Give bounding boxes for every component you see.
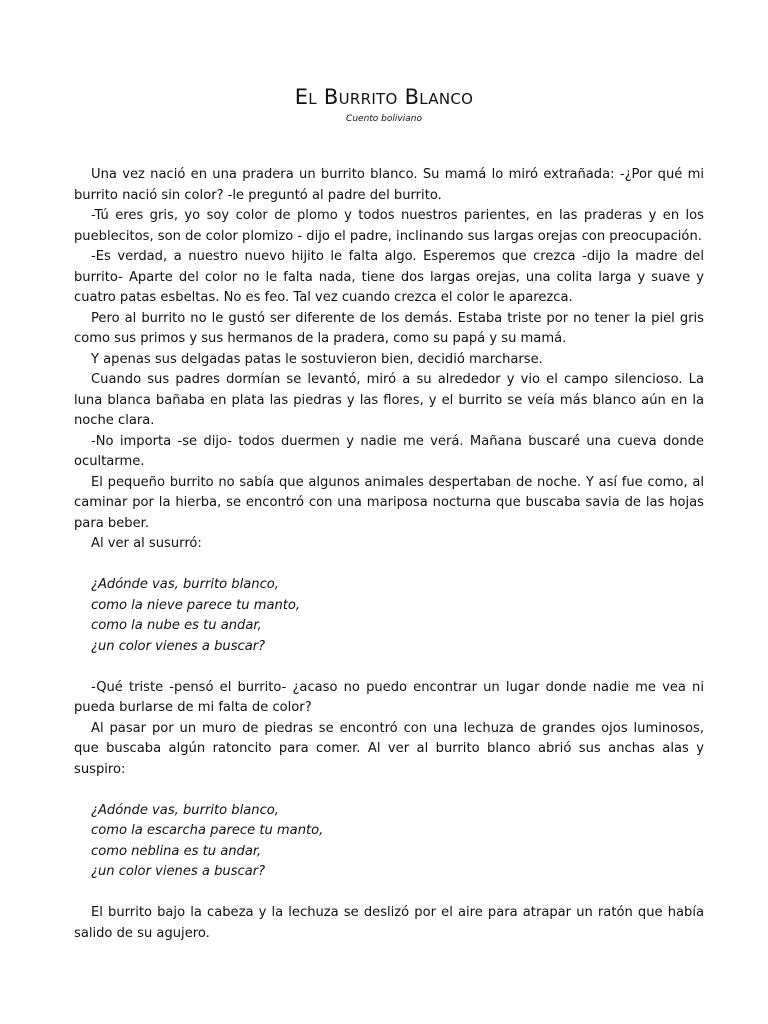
paragraph: -No importa -se dijo- todos duermen y nadie me verá. Mañana buscaré una cueva donde ocultarme.: [74, 433, 704, 469]
paragraph: Al ver al susurró:: [91, 536, 202, 551]
paragraph: -Qué triste -pensó el burrito- ¿acaso no puedo encontrar un lugar donde nadie me vea ni pueda burlarse de mi falta de color?: [74, 679, 704, 715]
paragraph: Y apenas sus delgadas patas le sostuvieron bien, decidió marcharse.: [91, 351, 543, 367]
paragraph: Cuando sus padres dormían se levantó, miró a su alrededor y vio el campo silencioso. La luna blanca bañaba en plata las piedras y las flores, y el burrito se veía más blanco aún en la noche clara.: [74, 372, 704, 428]
verse-line: ¿Adónde vas, burrito blanco,: [91, 577, 279, 592]
verse-stanza: [74, 801, 704, 883]
verse-line: ¿un color vienes a buscar?: [91, 638, 266, 654]
verse-line: ¿Adónde vas, burrito blanco,: [91, 802, 279, 818]
verse-stanza: [74, 575, 704, 657]
document-subtitle: Cuento boliviano: [346, 114, 422, 124]
spacer: [74, 883, 704, 904]
verse-line: como la escarcha parece tu manto,: [91, 823, 324, 838]
paragraph: El burrito bajo la cabeza y la lechuza se deslizó por el aire para atrapar un ratón que había salido de su agujero.: [74, 905, 704, 941]
spacer: [74, 555, 704, 576]
paragraph: -Tú eres gris, yo soy color de plomo y todos nuestros parientes, en las praderas y en los pueblecitos, son de color plomizo - dijo el padre, inclinando sus largas orejas con preocupación.: [74, 208, 704, 244]
verse-line: como neblina es tu andar,: [91, 843, 262, 859]
paragraph: Una vez nació en una pradera un burrito blanco. Su mamá lo miró extrañada: -¿Por qué mi burrito nació sin color? -le preguntó al padre del burrito.: [74, 167, 704, 203]
paragraph: El pequeño burrito no sabía que algunos animales despertaban de noche. Y así fue como, al caminar por la hierba, se encontró con una mariposa nocturna que buscaba savia de las hojas para beber.: [74, 474, 704, 531]
spacer: [74, 780, 704, 801]
verse-line: como la nube es tu andar,: [91, 618, 262, 633]
story-body: [74, 165, 704, 944]
verse-line: ¿un color vienes a buscar?: [91, 864, 266, 879]
paragraph: Pero al burrito no le gustó ser diferente de los demás. Estaba triste por no tener la piel gris como sus primos y sus hermanos de la pradera, como su papá y su mamá.: [74, 310, 704, 346]
document-title: El Burrito Blanco: [294, 85, 474, 109]
spacer: [74, 657, 704, 678]
paragraph: Al pasar por un muro de piedras se encontró con una lechuza de grandes ojos luminosos, que buscaba algún ratoncito para comer. Al ver al burrito blanco abrió sus anchas alas y suspiro:: [74, 720, 704, 777]
paragraph: -Es verdad, a nuestro nuevo hijito le falta algo. Esperemos que crezca -dijo la madre del burrito- Aparte del color no le falta nada, tiene dos largas orejas, una colita larga y suave y cuatro patas esbeltas. No es feo. Tal vez cuando crezca el color le aparezca.: [74, 249, 704, 305]
verse-line: como la nieve parece tu manto,: [91, 597, 301, 613]
